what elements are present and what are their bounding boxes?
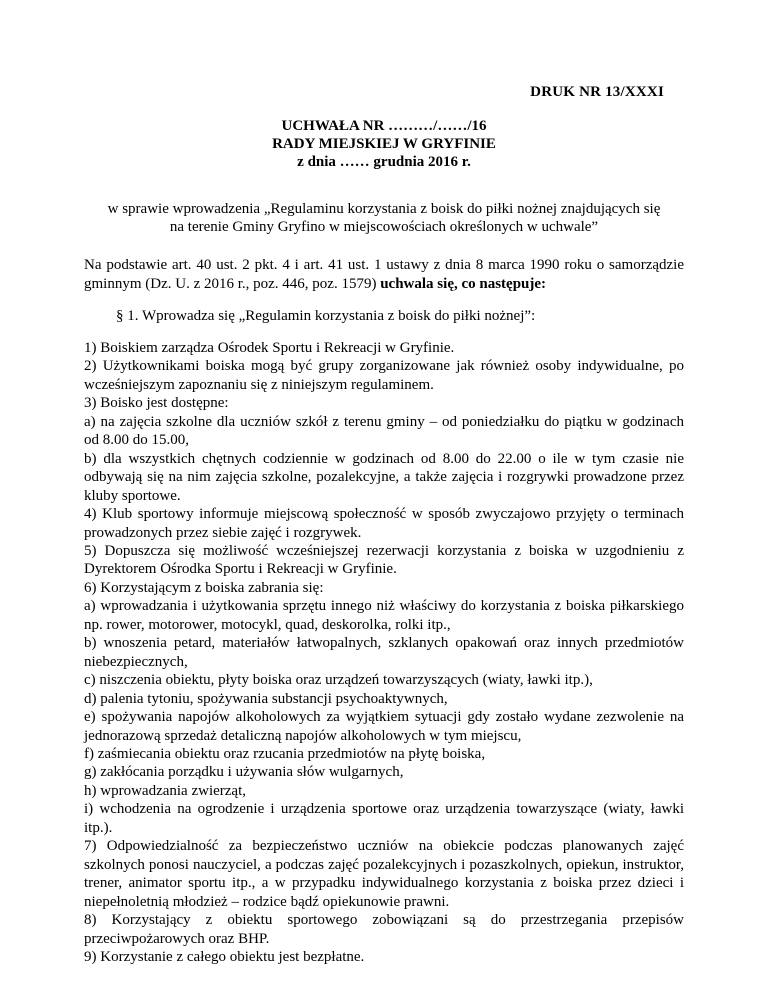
rule-item: d) palenia tytoniu, spożywania substancji psychoaktywnych, — [84, 690, 448, 707]
resolution-date: z dnia …… grudnia 2016 r. — [297, 154, 471, 170]
rule-item: 1) Boiskiem zarządza Ośrodek Sportu i Rekreacji w Gryfinie. — [84, 340, 455, 356]
rule-item: a) wprowadzania i użytkowania sprzętu innego niż właściwy do korzystania z boiska piłkarskiego np. rower, motorower, motocykl, quad, deskorolka, rolki itp., — [84, 598, 684, 633]
rule-item: 2) Użytkownikami boiska mogą być grupy zorganizowane jak również osoby indywidualne, po wcześniejszym zapoznaniu się z niniejszym regulaminem. — [84, 358, 684, 393]
rule-item: 5) Dopuszcza się możliwość wcześniejszej rezerwacji korzystania z boiska w uzgodnieniu z Dyrektorem Ośrodka Sportu i Rekreacji w Gryfinie. — [84, 542, 684, 578]
document-number: DRUK NR 13/XXXI — [530, 84, 664, 100]
rule-item: c) niszczenia obiektu, płyty boiska oraz urządzeń towarzyszących (wiaty, ławki itp.), — [84, 672, 593, 689]
rule-item: 4) Klub sportowy informuje miejscową społeczność w sposób zwyczajowo przyjęty o terminach prowadzonych przez siebie zajęć i rozgrywek. — [84, 506, 684, 541]
rule-item: 3) Boisko jest dostępne: — [84, 395, 229, 412]
legal-basis — [84, 256, 684, 293]
rule-item: 7) Odpowiedzialność za bezpieczeństwo uczniów na obiekcie podczas planowanych zajęć szkolnych ponosi nauczyciel, a podczas zajęć pozalekcyjnych i pozaszkolnych, opiekun, instruktor, trener, animator sportu itp., a w przypadku indywidualnego korzystania z boiska przez dzieci i niepełnoletnią młodzież – rodzice bądź opiekunowie prawni. — [84, 838, 684, 910]
council-name: RADY MIEJSKIEJ W GRYFINIE — [272, 136, 496, 152]
legal-basis-text: Na podstawie art. 40 ust. 2 pkt. 4 i art. 41 ust. 1 ustawy z dnia 8 marca 1990 roku o samorządzie gminnym (Dz. U. z 2016 r., poz. 446, poz. 1579) — [84, 257, 684, 292]
rule-item: 9) Korzystanie z całego obiektu jest bezpłatne. — [84, 948, 365, 965]
rules-list — [84, 339, 684, 966]
rule-item: e) spożywania napojów alkoholowych za wyjątkiem sytuacji gdy zostało wydane zezwolenie na jednorazową sprzedaż detaliczną napojów alkoholowych w tym miejscu, — [84, 709, 684, 744]
rule-item: 6) Korzystającym z boiska zabrania się: — [84, 579, 324, 596]
rule-item: b) dla wszystkich chętnych codziennie w godzinach od 8.00 do 22.00 o ile w tym czasie nie odbywają się na nim zajęcia szkolne, pozalekcyjne, a także zajęcia i rozgrywki prowadzone przez kluby sportowe. — [84, 450, 684, 504]
resolution-header — [0, 117, 768, 171]
subject-line-2: na terenie Gminy Gryfino w miejscowościach określonych w uchwale” — [169, 219, 599, 235]
resolution-title: UCHWAŁA NR ………/……/16 — [281, 118, 487, 134]
section-1-heading: § 1. Wprowadza się „Regulamin korzystania z boisk do piłki nożnej”: — [116, 308, 536, 324]
legal-basis-bold: uchwala się, co następuje: — [380, 275, 547, 292]
rule-item: g) zakłócania porządku i używania słów wulgarnych, — [84, 764, 404, 781]
rule-item: b) wnoszenia petard, materiałów łatwopalnych, szklanych opakowań oraz innych przedmiotów niebezpiecznych, — [84, 635, 684, 670]
rule-item: 8) Korzystający z obiektu sportowego zobowiązani są do przestrzegania przepisów przeciwpożarowych oraz BHP. — [84, 912, 684, 947]
rule-item: f) zaśmiecania obiektu oraz rzucania przedmiotów na płytę boiska, — [84, 745, 486, 762]
rule-item: h) wprowadzania zwierząt, — [84, 782, 246, 799]
resolution-subject — [90, 200, 678, 236]
rule-item: a) na zajęcia szkolne dla uczniów szkół z terenu gminy – od poniedziałku do piątku w godzinach od 8.00 do 15.00, — [84, 413, 684, 449]
subject-line-1: w sprawie wprowadzenia „Regulaminu korzystania z boisk do piłki nożnej znajdujących się — [107, 201, 661, 217]
rule-item: i) wchodzenia na ogrodzenie i urządzenia sportowe oraz urządzenia towarzyszące (wiaty, ławki itp.). — [84, 801, 684, 836]
